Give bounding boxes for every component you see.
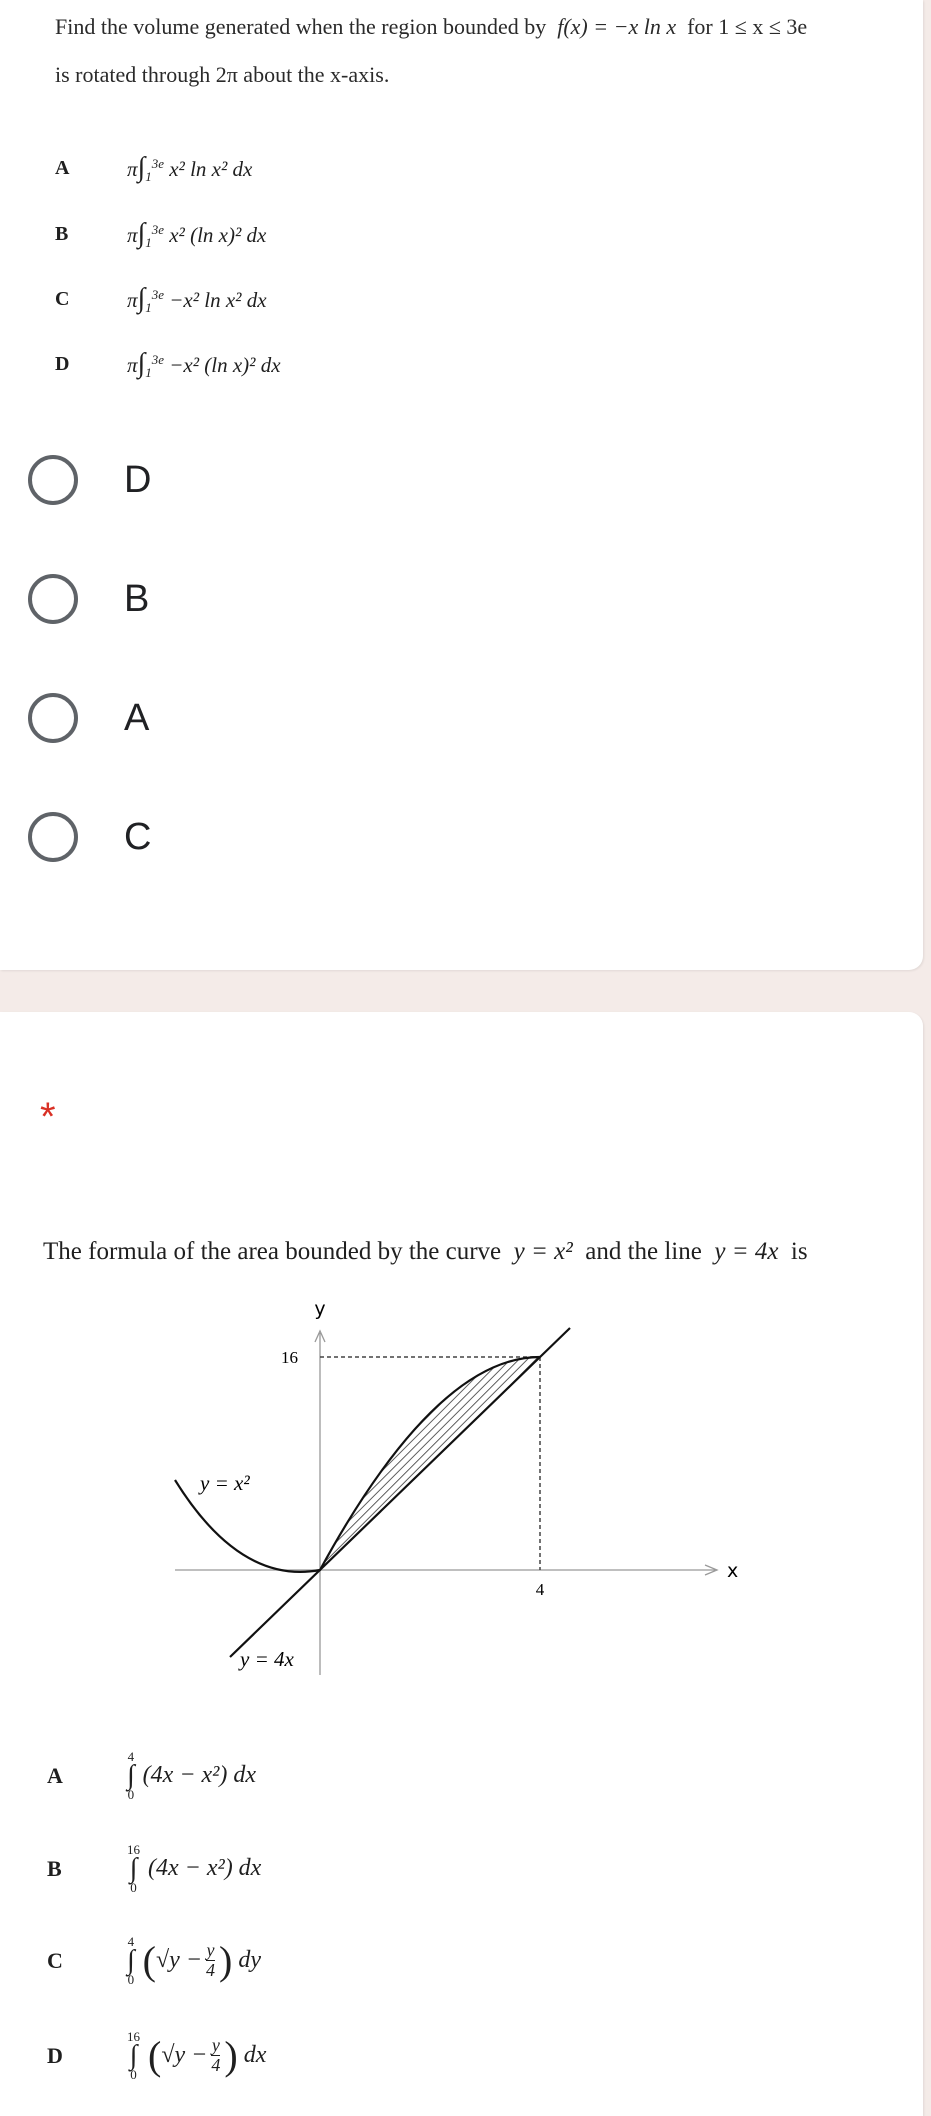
- q1-option-c: C $\pi\int_1^{3e} -x^2$ ln x² dx: [55, 283, 267, 316]
- radio-button[interactable]: [28, 574, 78, 624]
- q1-option-b-expression: $\pi\int_1^{3e}$ x² (ln x)² dx: [127, 218, 267, 251]
- radio-button[interactable]: [28, 693, 78, 743]
- q1-option-a-expression: $\pi\int_1^{3e}$ x² ln x² dx: [127, 152, 253, 185]
- q1-option-a: A $\pi\int_1^{3e}$ x² ln x² dx: [55, 152, 253, 185]
- curve-label: y = x²: [200, 1471, 250, 1495]
- radio-option-c[interactable]: C: [28, 812, 151, 862]
- q2-option-c: C 4 ∫ 0 ( √y − $\frac{y}{4}$ ) dy: [47, 1934, 262, 1988]
- question-card-1: [0, 0, 923, 970]
- q2-option-c-expression: 4 ∫ 0 ( √y − $\frac{y}{4}$ ) dy: [127, 1934, 262, 1988]
- q1-option-c-expression: $\pi\int_1^{3e} -x^2$ ln x² dx: [127, 283, 267, 316]
- required-asterisk: *: [40, 1095, 56, 1139]
- tick-label-4: 4: [535, 1580, 545, 1599]
- tick-label-16: 16: [281, 1348, 298, 1367]
- radio-button[interactable]: [28, 812, 78, 862]
- q2-option-b-expression: 16 ∫ 0 (4x − x²) dx: [127, 1842, 262, 1896]
- area-graph: [160, 1285, 750, 1685]
- radio-option-b[interactable]: B: [28, 574, 149, 624]
- q2-option-d-expression: 16 ∫ 0 ( √y − $\frac{y}{4}$ ) dx: [127, 2029, 267, 2083]
- question-1-line-1: Find the volume generated when the region bounded by f(x) = −x ln x for 1 ≤ x ≤ 3e: [55, 14, 808, 39]
- x-axis-label: x: [727, 1560, 739, 1582]
- question-2-text: The formula of the area bounded by the curve y = x² and the line y = 4x is: [43, 1238, 808, 1265]
- q1-option-d: D $\pi\int_1^{3e} -x^2$ (ln x)² dx: [55, 348, 281, 381]
- radio-button[interactable]: [28, 455, 78, 505]
- y-axis-label: y: [314, 1298, 326, 1320]
- radio-option-d[interactable]: D: [28, 455, 151, 505]
- q2-option-a-expression: 4 ∫ 0 (4x − x²) dx: [127, 1749, 257, 1803]
- q1-option-d-expression: $\pi\int_1^{3e} -x^2$ (ln x)² dx: [127, 348, 281, 381]
- q2-option-d: D 16 ∫ 0 ( √y − $\frac{y}{4}$ ) dx: [47, 2029, 267, 2083]
- question-1-line-2: is rotated through 2π about the x-axis.: [55, 62, 390, 87]
- line-label: y = 4x: [240, 1647, 294, 1671]
- q2-option-a: A 4 ∫ 0 (4x − x²) dx: [47, 1749, 257, 1803]
- q2-option-b: B 16 ∫ 0 (4x − x²) dx: [47, 1842, 262, 1896]
- radio-option-a[interactable]: A: [28, 693, 149, 743]
- q1-option-b: B $\pi\int_1^{3e}$ x² (ln x)² dx: [55, 218, 267, 251]
